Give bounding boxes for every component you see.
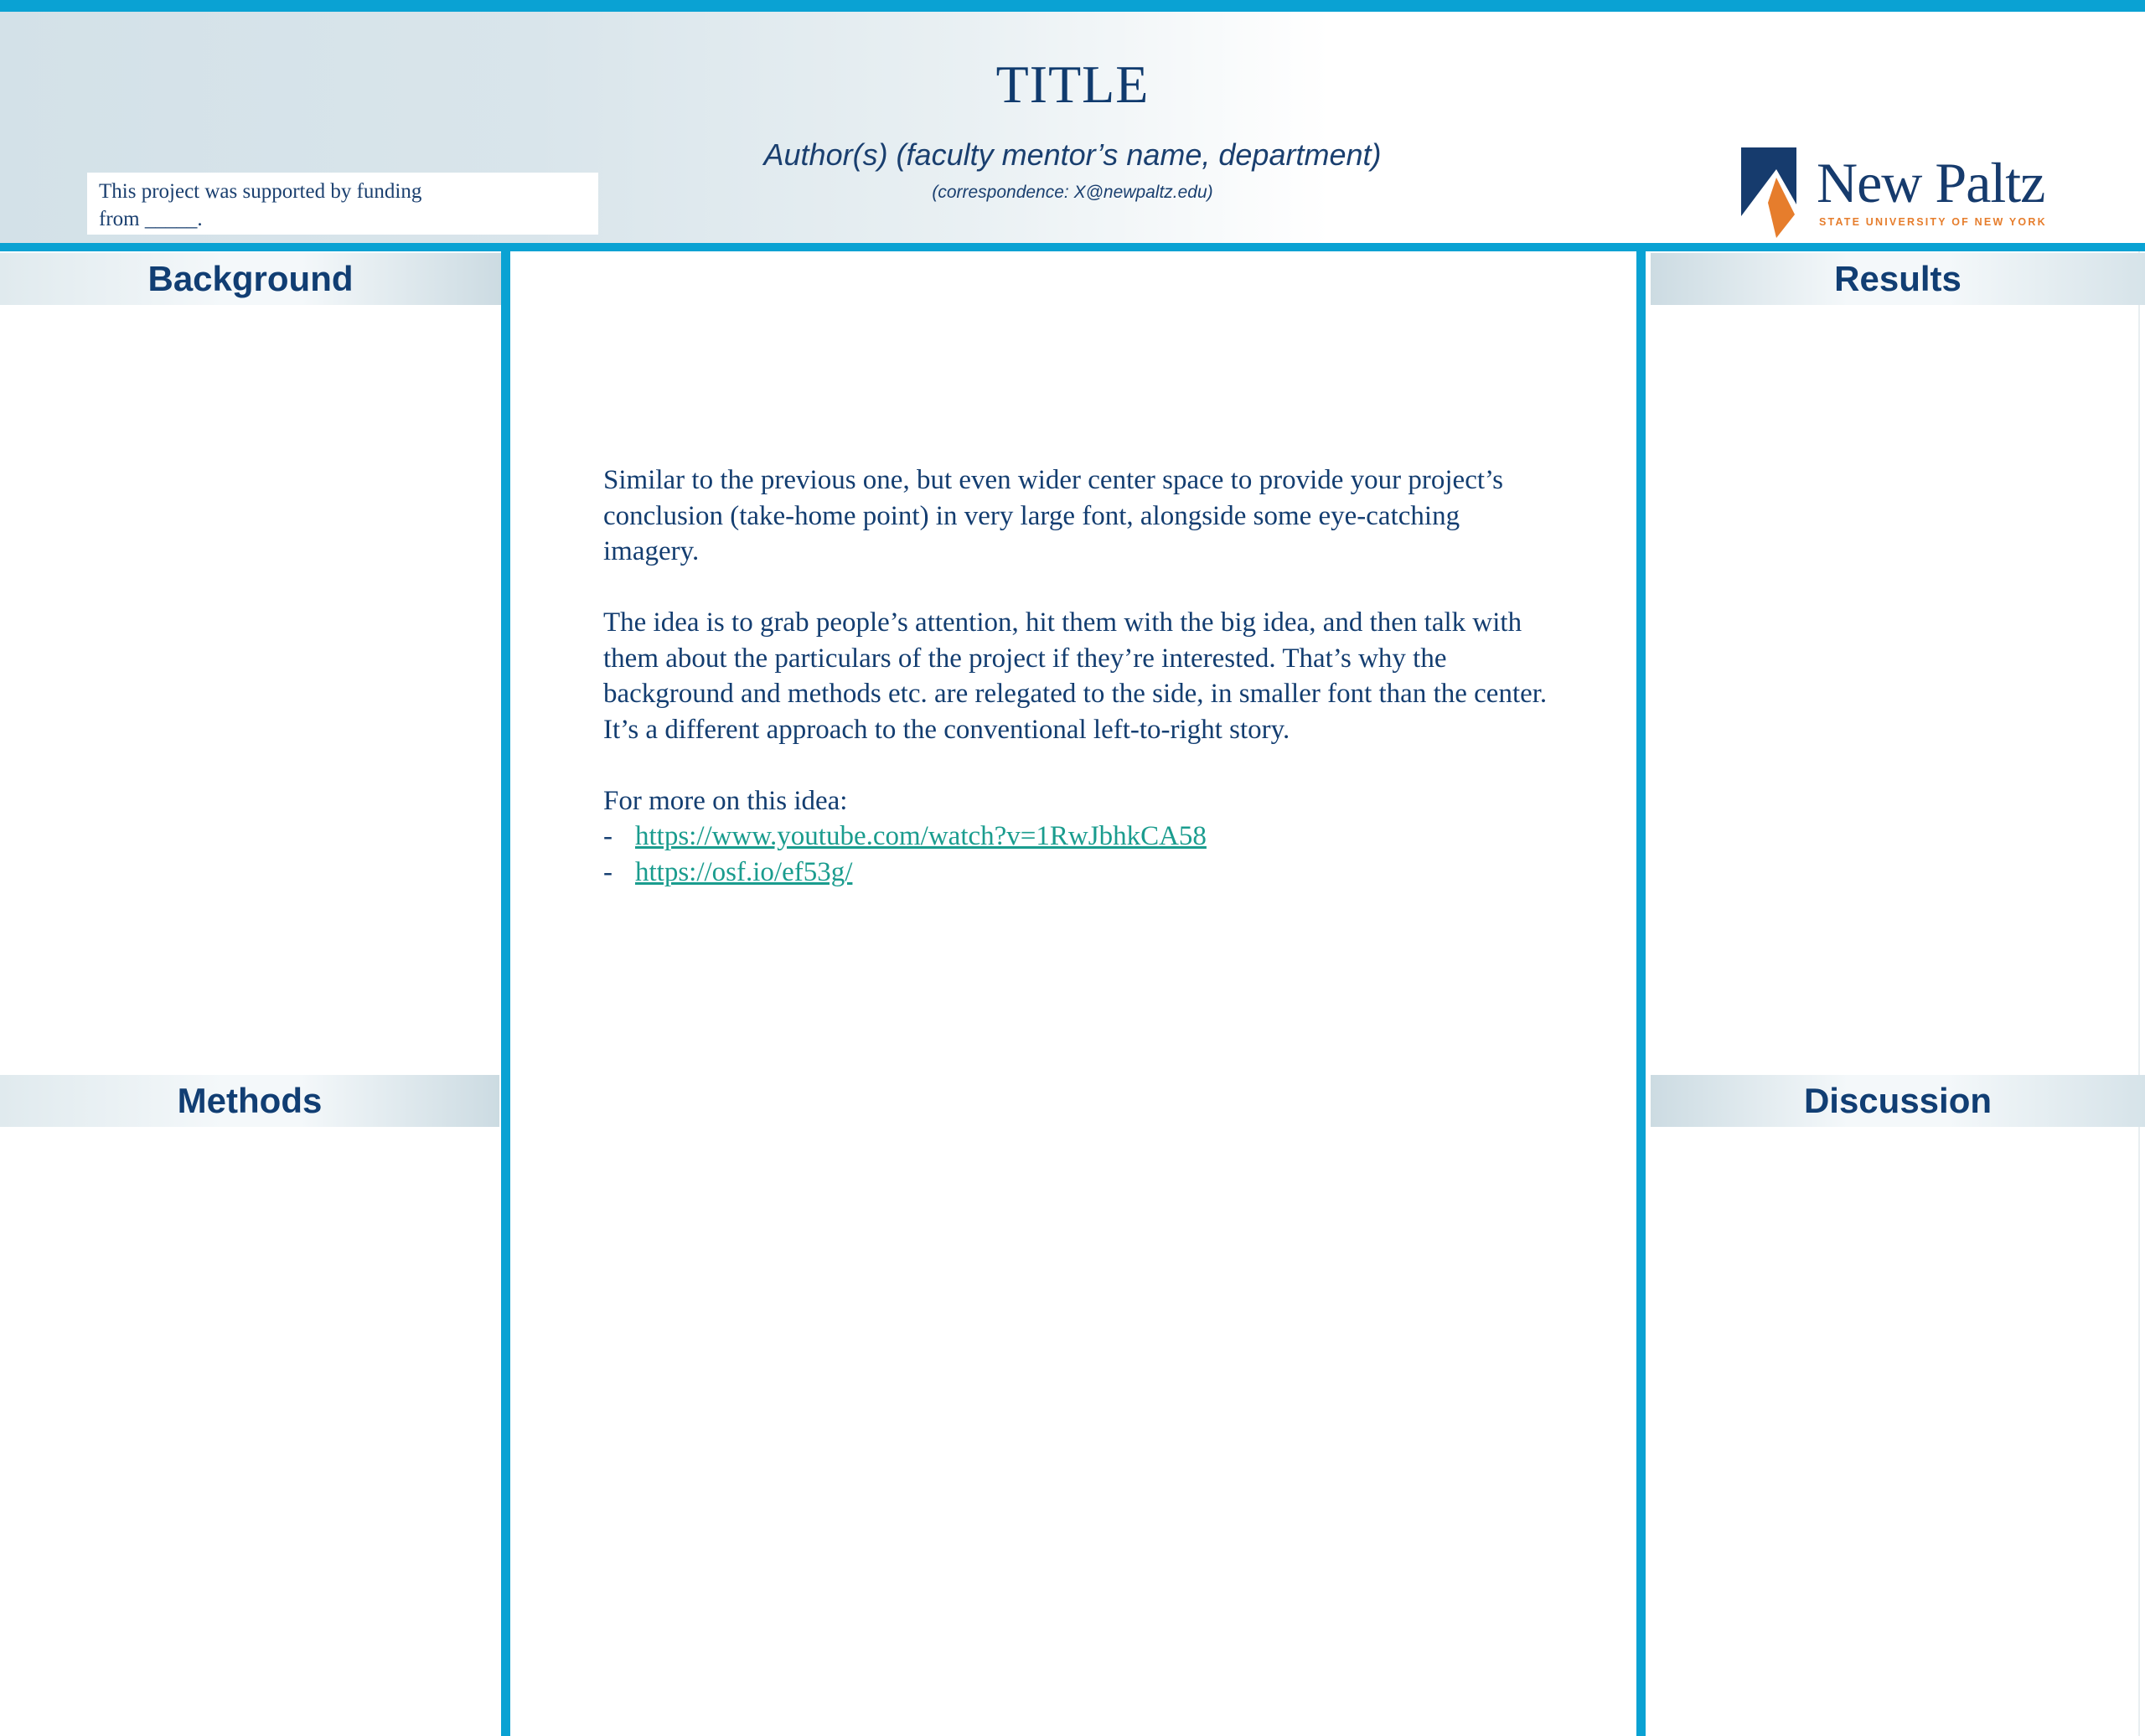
logo-wordmark: New Paltz	[1817, 151, 2045, 214]
section-header-methods: Methods	[0, 1075, 499, 1127]
top-accent-bar	[0, 0, 2145, 12]
osf-link[interactable]: https://osf.io/ef53g/	[635, 856, 853, 887]
link-item	[603, 819, 1550, 855]
funding-line-1: This project was supported by funding	[99, 180, 422, 203]
header-divider	[0, 243, 2145, 251]
right-edge-line	[2138, 251, 2140, 1736]
funding-note	[87, 173, 598, 235]
correspondence-email: (correspondence: X@newpaltz.edu)	[932, 183, 1213, 202]
link-bullet: -	[603, 821, 612, 851]
link-item	[603, 855, 1550, 891]
center-conclusion-text	[603, 462, 1550, 890]
center-paragraph-2: The idea is to grab people’s attention, hit them with the big idea, and then talk with them about the particulars of the project if they’re interested. That’s why the background and methods etc. are relegated to the side, in smaller font than the center. It’s a different approach to the conventional left-to-right story.	[603, 607, 1548, 745]
section-header-background: Background	[0, 253, 501, 305]
poster-authors: Author(s) (faculty mentor’s name, department)	[763, 137, 1382, 172]
link-bullet: -	[603, 856, 612, 887]
new-paltz-logo	[1739, 144, 2091, 238]
center-paragraph-1: Similar to the previous one, but even wider center space to provide your project’s conclusion (take-home point) in very large font, alongside some eye-catching imagery.	[603, 465, 1504, 566]
logo-subtitle: STATE UNIVERSITY OF NEW YORK	[1819, 216, 2047, 228]
section-header-discussion: Discussion	[1651, 1075, 2145, 1127]
youtube-link[interactable]: https://www.youtube.com/watch?v=1RwJbhkCA58	[635, 821, 1207, 851]
left-column-divider	[501, 251, 510, 1736]
funding-line-2: from _____.	[99, 208, 203, 230]
poster-title: TITLE	[995, 54, 1150, 114]
section-header-results: Results	[1651, 253, 2145, 305]
new-paltz-mark-icon	[1739, 144, 1798, 238]
links-intro: For more on this idea:	[603, 785, 848, 816]
right-column-divider	[1636, 251, 1646, 1736]
